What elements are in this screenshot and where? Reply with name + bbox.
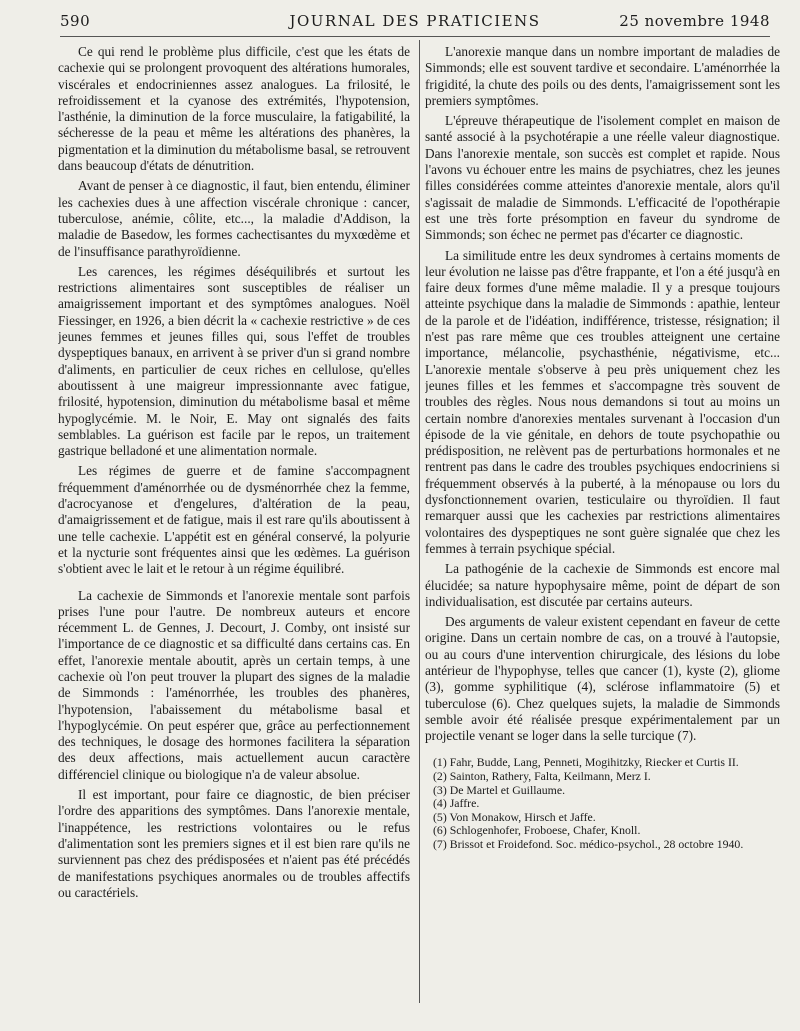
paragraph: Les carences, les régimes déséquilibrés et surtout les restrictions alimentaires sont susceptibles de réaliser un amaigrissement important et des symptômes analogues. Noël Fiessinger, en 1926, a bien décrit la « cachexie restrictive » de ces jeunes femmes et jeunes filles qui, sous l'effet de troubles dyspeptiques banaux, en arrivent à se priver d'un si grand nombre d'aliments, en particulier de ceux riches en cellulose, qu'elles aboutissent à une maigreur impressionnante avec fatigue, frilosité, hypotension, diminution du métabolisme basal et même hypoglycémie. M. le Noir, E. May ont signalés des faits semblables. La guérison est facile par le repos, un traitement gastrique belladoné et une alimentation normale. xyxy=(58,263,410,459)
footnote: (4) Jaffre. xyxy=(433,796,480,811)
page-number: 590 xyxy=(60,12,91,30)
paragraph: La pathogénie de la cachexie de Simmonds est encore mal élucidée; sa nature hypophysaire même, point de départ de son individualisation, est discutée par certains auteurs. xyxy=(425,561,780,609)
footnote: (6) Schlogenhofer, Froboese, Chafer, Knoll. xyxy=(433,823,641,838)
header-rule xyxy=(60,36,770,37)
footnote: (3) De Martel et Guillaume. xyxy=(433,782,566,797)
column-divider xyxy=(419,40,420,1003)
paragraph: Des arguments de valeur existent cependant en faveur de cette origine. Dans un certain nombre de cas, on a trouvé à l'autopsie, ou au cours d'une intervention chirurgicale, des lésions du lobe antérieur de l'hypophyse, telles que cancer (1), kyste (2), gliome (3), gomme syphilitique (4), sclérose inflammatoire (5) et tuberculose (6). Chez quelques sujets, la maladie de Simmonds semble avoir été réalisée presque expérimentalement par un projectile venant se loger dans la selle turcique (7). xyxy=(425,614,780,744)
paragraph: Avant de penser à ce diagnostic, il faut, bien entendu, éliminer les cachexies dues à une affection viscérale chronique : cancer, tuberculose, anémie, côlite, etc..., la maladie d'Addison, la maladie de Basedow, les formes cachectisantes du myxœdème et de l'insuffisance parathyroïdienne. xyxy=(58,178,410,259)
footnote: (1) Fahr, Budde, Lang, Penneti, Mogihitzky, Riecker et Curtis II. xyxy=(433,755,739,770)
paragraph: Les régimes de guerre et de famine s'accompagnent fréquemment d'aménorrhée ou de dysménorrhée chez la femme, d'acrocyanose et d'engelures, d'altération de la peau, d'amaigrissement et de fatigue, mais il est rare qu'ils aboutissent à une telle cachexie. L'appétit est en général conservé, la polyurie et la nycturie sont fréquentes ainsi que les œdèmes. La guérison s'obtient avec le lait et le retour à un régime équilibré. xyxy=(58,463,410,577)
issue-date: 25 novembre 1948 xyxy=(619,12,770,30)
footnote: (7) Brissot et Froidefond. Soc. médico-psychol., 28 octobre 1940. xyxy=(433,837,744,852)
right-column xyxy=(425,44,780,1011)
footnotes xyxy=(425,756,780,851)
journal-title: JOURNAL DES PRATICIENS xyxy=(289,12,541,30)
paragraph: La similitude entre les deux syndromes à certains moments de leur évolution ne laisse pas d'être frappante, et l'on a été jusqu'à en faire deux formes d'une même maladie. Il y a presque toujours atteinte psychique dans la maladie de Simmonds : apathie, lenteur de la parole et de l'idéation, indifférence, tristesse, résignation; il n'est pas rare même que ces troubles atteignent une certaine importance, mélancolie, psychasthénie, négativisme, etc... L'anorexie mentale s'observe à peu près uniquement chez les jeunes filles et les femmes et s'accompagne très souvent de troubles des règles. Nous nous demandons si tout au moins un certain nombre d'anorexies mentales survenant à l'occasion d'un épisode de la vie génitale, en dehors de toute psychopathie ou prédisposition, ne relèvent pas de perturbations hormonales et ne rentrent pas dans le cadre des troubles psychiques endocriniens si fréquemment observés à la puberté, à la ménopause ou lors du dysfonctionnement ovarien, testiculaire ou thyroïdien. Il faut remarquer aussi que les cachexies par restrictions alimentaires volontaires des dyspeptiques ne sont guère signalée que chez les femmes à terrain psychique spécial. xyxy=(425,247,780,556)
paragraph: Il est important, pour faire ce diagnostic, de bien préciser l'ordre des apparitions des symptômes. Dans l'anorexie mentale, l'inappétence, les restrictions volontaires ou le refus d'alimentation sont les premiers signes et il est bien rare qu'ils ne surviennent pas chez des prédisposées et n'aient pas été précédés de manifestations psychiques anormales ou de troubles affectifs ou caractériels. xyxy=(58,787,410,900)
paragraph: L'anorexie manque dans un nombre important de maladies de Simmonds; elle est souvent tardive et secondaire. L'aménorrhée la frigidité, la chute des poils ou des dents, l'amaigrissement sont les premiers symptômes. xyxy=(425,44,780,108)
paragraph: L'épreuve thérapeutique de l'isolement complet en maison de santé associé à la psychotérapie a une réelle valeur diagnostique. Dans l'anorexie mentale, son succès est complet et rapide. Nous l'avons vu échouer entre les mains de psychiatres, chez les jeunes filles considérées comme atteintes d'anorexie mentale, alors qu'il s'agissait de maladie de Simmonds. L'efficacité de l'opothérapie est une très forte présomption en faveur du syndrome de Simmonds; son échec ne permet pas d'écarter ce diagnostic. xyxy=(425,113,780,243)
running-header xyxy=(60,10,770,34)
footnote: (5) Von Monakow, Hirsch et Jaffe. xyxy=(433,809,596,824)
paragraph: La cachexie de Simmonds et l'anorexie mentale sont parfois prises l'une pour l'autre. De nombreux auteurs et encore récemment L. de Gennes, J. Decourt, J. Comby, ont insisté sur l'importance de ce diagnostic et sa difficulté dans certains cas. En effet, l'anorexie mentale aboutit, après un certain temps, à une cachexie où l'on peut trouver la plupart des signes de la maladie de Simmonds : l'aménorrhée, les troubles des phanères, l'hypotension, l'abaissement du métabolisme basal et l'hypoglycémie. On peut espérer que, grâce au perfectionnement des techniques, le dosage des hormones facilitera la séparation des deux affections, mais actuellement aucun caractère différenciel clinique ou biologique n'a de valeur absolue. xyxy=(58,587,410,782)
left-column xyxy=(58,44,410,1011)
footnote: (2) Sainton, Rathery, Falta, Keilmann, Merz I. xyxy=(433,769,651,784)
paragraph: Ce qui rend le problème plus difficile, c'est que les états de cachexie qui se prolongent provoquent des altérations humorales, viscérales et endocriniennes assez analogues. La frilosité, le refroidissement et la cyanose des extrémités, l'hypotension, l'asthénie, la diminution de la force musculaire, la fatigabilité, la sécheresse de la peau et même les altérations des phanères, la pigmentation et la diminution du métabolisme basal, se retrouvent dans beaucoup d'états de dénutrition. xyxy=(58,44,410,174)
